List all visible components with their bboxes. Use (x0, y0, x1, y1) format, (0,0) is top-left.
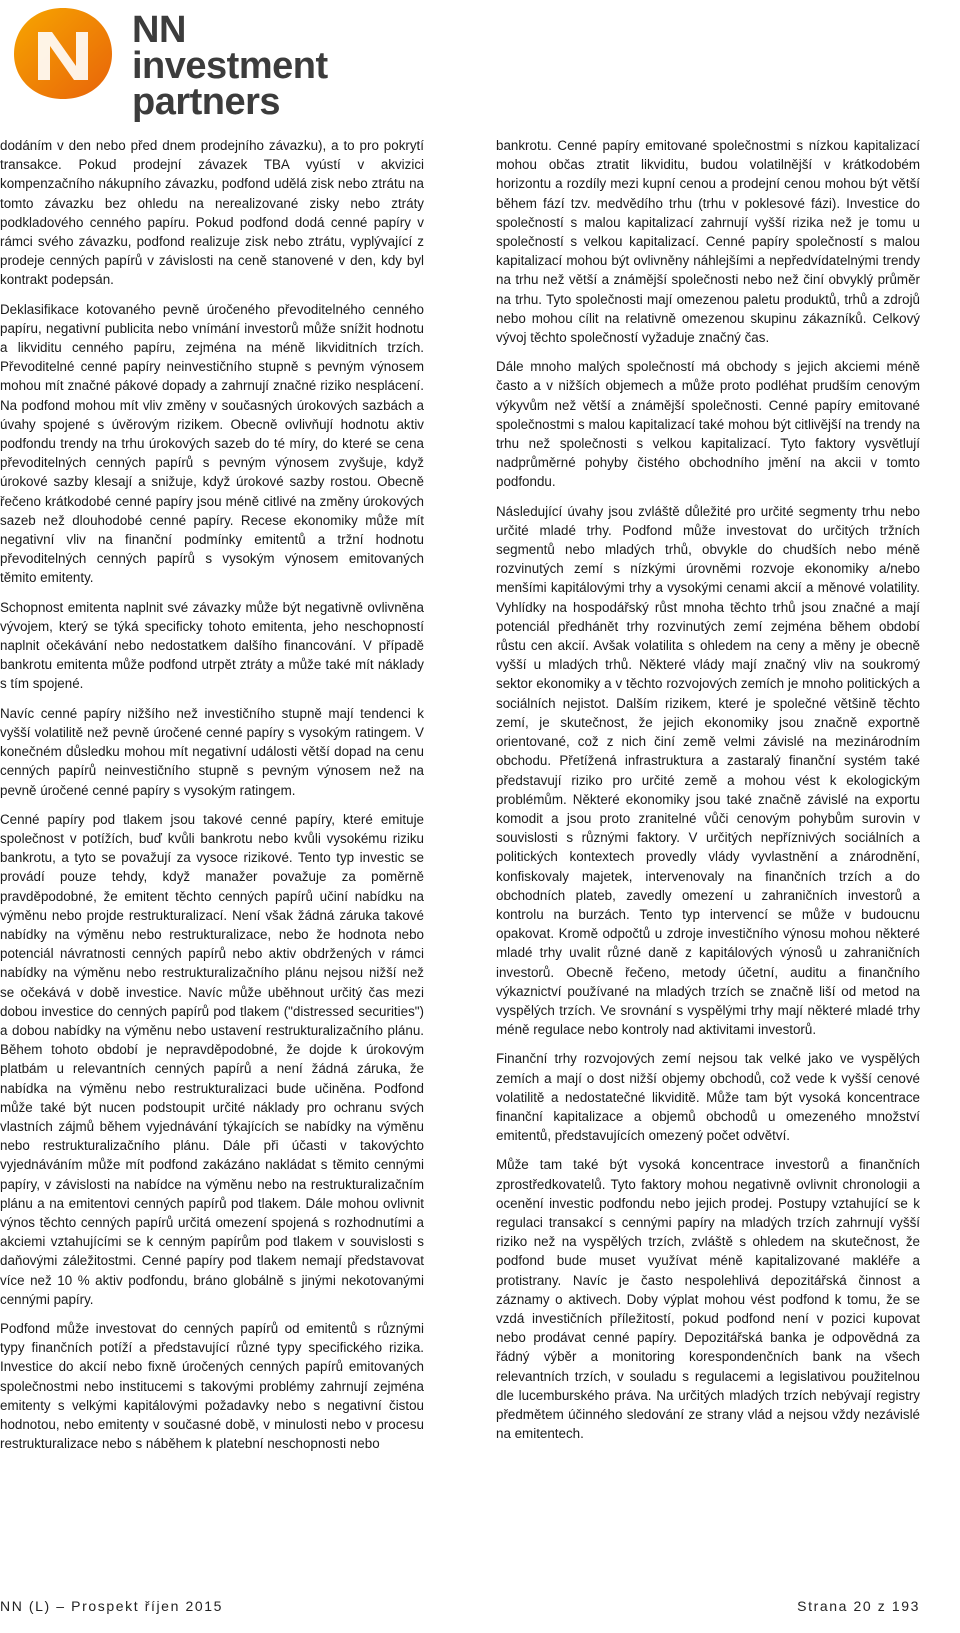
paragraph: Navíc cenné papíry nižšího než investičního stupně mají tendenci k vyšší volatilitě než pevně úročené cenné papíry s vysokým ratingem. V konečném důsledku mohou mít negativní události větší dopad na cenu cenných papírů neinvestičního stupně s pevným výnosem než na pevně úročené cenné papíry s vysokým ratingem. (0, 705, 424, 798)
logo-line-2: partners (132, 81, 281, 123)
paragraph: Deklasifikace kotovaného pevně úročeného převoditelného cenného papíru, negativní publicita nebo vnímání investorů může snížit hodnotu a likviditu cenného papíru, zejména na méně likviditních trzích. Převoditelné cenné papíry neinvestičního stupně s pevným výnosem mohou mít značné pákové dopady a zahrnují značné riziko nesplácení. Na podfond mohou mít vliv změny v současných úrokových sazbách a úvahy spojené s úvěrovým rizikem. Obecně ovlivňují hodnotu aktiv podfondu trendy na trhu úrokových sazeb do té míry, do které se cena převoditelných cenných papírů s pevným výnosem zvyšuje, když úrokové sazby klesají a snižuje, když úrokové sazby rostou. Obecně řečeno krátkodobé cenné papíry jsou méně citlivé na změny úrokových sazeb než dlouhodobé cenné papíry. Recese ekonomiky může mít negativní vliv na finanční podmínky emitentů a tržní hodnotu převoditelných cenných papírů s vysokým výnosem emitovaných těmito emitenty. (0, 301, 424, 586)
paragraph: Následující úvahy jsou zvláště důležité pro určité segmenty trhu nebo určité mladé trhy. Podfond může investovat do určitých tržních segmentů nebo mladých trhů, obvykle do chudších nebo méně rozvinutých zemí s nízkými úrovněmi rozvoje ekonomiky a/nebo menšími kapitálovými trhy a vysokými cenami akcií a měnové volatility. Vyhlídky na hospodářský růst mnoha těchto trhů jsou značné a mají potenciál předhánět trhy rozvinutých zemí zejména během období růstu cen akcií. Avšak volatilita s ohledem na ceny a měny je obecně vyšší u mladých trhů. Některé vlády mají značný vliv na soukromý sektor ekonomiky a v těchto rozvojových zemích je mnoho politických a sociálních nejistot. Dalším rizikem, které je společné většině těchto zemí, je skutečnost, že jejich ekonomiky jsou značně exportně orientované, což z nich činí země velmi závislé na mezinárodním obchodu. Přetížená infrastruktura a zastaralý finanční systém také představují riziko pro určité země a mohou vést k ekologickým problémům. Některé ekonomiky jsou také značně závislé na exportu komodit a jsou proto zranitelné vůči cenovým pohybům surovin v souvislosti s různými faktory. V určitých nepříznivých sociálních a politických kontextech provedly vlády vyvlastnění a znárodnění, konfiskovaly majetek, intervenovaly na finančních trzích a do obchodních plateb, zavedly omezení u zahraničních investorů a kontrolu na burzách. Tento typ intervencí se může v budoucnu opakovat. Kromě odpočtů u zdroje investičního výnosu mohou některé mladé trhy uvalit různé daně z kapitálových výnosů u zahraničních investorů. Obecně řečeno, metody účetní, auditu a finančního výkaznictví používané na mladých trzích se značně liší od metod na vyspělých trzích. Ve srovnání s vyspělými trhy mají některé mladé trhy méně regulace nebo kontroly nad aktivitami investorů. (496, 503, 920, 1038)
footer-document-title: NN (L) – Prospekt říjen 2015 (0, 1598, 223, 1614)
paragraph: Cenné papíry pod tlakem jsou takové cenné papíry, které emituje společnost v potížích, buď kvůli bankrotu nebo kvůli vysokému riziku bankrotu, a tyto se považují za vysoce rizikové. Tento typ investic se provádí pouze tehdy, když manažer považuje za poměrně pravděpodobné, že emitent těchto cenných papírů učiní nabídku na výměnu nebo projde restrukturalizací. Není však žádná záruka takové nabídky na výměnu nebo restrukturalizace, nebo že hodnota nebo potenciál návratnosti cenných papírů nebo aktiv obdržených v rámci nabídky na výměnu nebo restrukturalizačního plánu nejsou nižší než se očekává v době investice. Navíc může uběhnout určitý čas mezi dobou investice do cenných papírů pod tlakem ("distressed securities") a dobou nabídky na výměnu nebo ustavení restrukturalizačního plánu. Během tohoto období je nepravděpodobné, že dojde k úrokovým platbám u relevantních cenných papírů a není žádná záruka, že nabídka na výměnu nebo restrukturalizaci bude učiněna. Podfond může také být nucen podstoupit určité náklady pro ochranu svých vlastních zájmů během vyjednávání týkajících se nabídky na výměnu nebo restrukturalizačního plánu. Dále při účasti v takovýchto vyjednáváním může mít podfond zakázáno nakládat s těmito cennými papíry, v závislosti na nabídce na výměnu nebo na restrukturalizačním plánu a na emitentovi cenných papírů pod tlakem. Dále mohou ovlivnit výnos těchto cenných papírů určitá omezení spojená s rozhodnutími a akciemi vztahujícími se k cenným papírům pod tlakem v souvislosti s daňovými záležitostmi. Cenné papíry pod tlakem nemají představovat více než 10 % aktiv podfondu, bráno globálně s jinými nekotovanými cennými papíry. (0, 811, 424, 1307)
paragraph: Může tam také být vysoká koncentrace investorů a finančních zprostředkovatelů. Tyto faktory mohou negativně ovlivnit chronologii a ocenění investic podfondu nebo jejich prodej. Postupy vztahující se k regulaci transakcí s cennými papíry na mladých trzích zahrnují vyšší riziko než na vyspělých trzích, zvláště s ohledem na skutečnost, že podfond bude muset využívat méně kapitalizované makléře a protistrany. Navíc je často nespolehlivá depozitářská činnost a záznamy o aktivech. Doby výplat mohou vést podfond k tomu, že se vzdá investičních příležitostí, pokud podfond není v pozici kupovat nebo prodávat cenné papíry. Depozitářská banka je odpovědná za řádný výběr a monitoring korespondenčních bank na všech relevantních trzích, v souladu s regulacemi a legislativou použitelnou dle lucemburského práva. Na určitých mladých trzích nebývají registry předmětem účinného sledování ze strany vlád a nejsou vždy nezávislé na emitentech. (496, 1157, 920, 1442)
paragraph: Schopnost emitenta naplnit své závazky může být negativně ovlivněna vývojem, který se týká specificky tohoto emitenta, jeho neschopností naplnit očekávání nebo nedostatkem dalšího financování. V případě bankrotu emitenta může podfond utrpět ztráty a může také mít náklady s tím spojené. (0, 599, 424, 692)
logo-line-1: NN investment (132, 9, 328, 87)
nn-investment-partners-logo (8, 2, 388, 123)
paragraph: bankrotu. Cenné papíry emitované společnostmi s nízkou kapitalizací mohou občas ztratit likviditu, budou volatilnější v krátkodobém horizontu a rozdíly mezi kupní cenou a prodejní cenou mohou být větší během fází tzv. medvědího trhu (trhu v poklesové fázi). Investice do společností s malou kapitalizací zahrnují vyšší rizika než je tomu u společností s velkou kapitalizací. Cenné papíry společností s malou kapitalizací mohou být ovlivněny náhlejšími a nepředvídatelnými trendy na trhu než větší a známější společnosti nebo než činí obvyklý průměr na trhu. Tyto společnosti mají omezenou paletu produktů, trhů a zdrojů nebo mohou cílit na relativně omezenou skupinu zákazníků. Celkový vývoj těchto společností vyžaduje značný čas. (496, 138, 920, 346)
nn-logo-icon (8, 2, 118, 102)
paragraph: Podfond může investovat do cenných papírů od emitentů s různými typy finančních potíží a představující různé typy specifického rizika. Investice do akcií nebo fixně úročených cenných papírů emitovaných společnostmi nebo institucemi s takovými problémy zahrnují zejména emitenty s velkými kapitálovými požadavky nebo s negativní čistou hodnotou, nebo emitenty v současné době, v minulosti nebo v procesu restrukturalizace nebo s náběhem k platební neschopnosti nebo (0, 1320, 424, 1452)
left-column (0, 136, 424, 1463)
logo-wordmark (132, 9, 388, 123)
paragraph: Finanční trhy rozvojových zemí nejsou tak velké jako ve vyspělých zemích a mají o dost nižší objemy obchodů, což vede k vyšší cenové volatilitě a nedostatečné likviditě. Může tam být vysoká koncentrace finanční kapitalizace a objemů obchodů u omezeného množství emitentů, představujících omezený počet odvětví. (496, 1051, 920, 1144)
right-column (496, 136, 920, 1453)
paragraph: Dále mnoho malých společností má obchody s jejich akciemi méně často a v nižších objemech a může proto podléhat prudším cenovým výkyvům než větší a známější společnosti. Cenné papíry emitované společnostmi s malou kapitalizací také mohou být citlivější na trendy na trhu než společnosti s velkou kapitalizací. Tyto faktory vysvětlují nadprůměrné pohyby čistého obchodního jmění na akcii v tomto podfondu. (496, 359, 920, 490)
paragraph: dodáním v den nebo před dnem prodejního závazku), a to pro pokrytí transakce. Pokud prodejní závazek TBA vyústí v akvizici kompenzačního nákupního závazku, podfond udělá zisk nebo ztrátu na tomto závazku bez ohledu na nerealizované zisky nebo ztráty podkladového cenného papíru. Pokud podfond dodá cenné papíry v rámci svého závazku, podfond realizuje zisk nebo ztrátu, vyplývající z prodeje cenných papírů v závislosti na ceně stanovené v den, kdy byl kontrakt podepsán. (0, 138, 424, 288)
page-footer (0, 1598, 960, 1622)
footer-page-number: Strana 20 z 193 (797, 1598, 920, 1614)
